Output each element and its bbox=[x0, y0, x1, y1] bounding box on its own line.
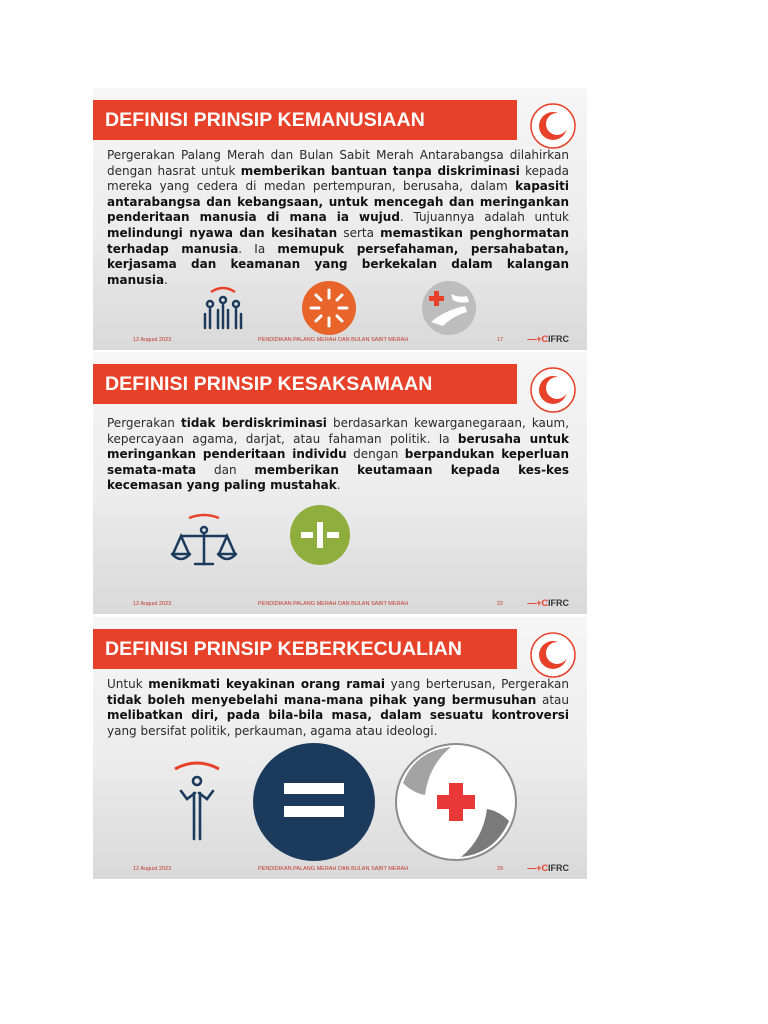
footer-page: 22 bbox=[497, 601, 504, 607]
ifrc-logo: —+CIFRC bbox=[527, 598, 569, 608]
red-crescent-logo bbox=[529, 366, 577, 414]
slide-body: Pergerakan tidak berdiskriminasi berdasarkan kewarganegaraan, kaum, kepercayaan agama, darjat, atau fahaman politik. Ia berusaha untuk meringankan penderitaan individu dengan berpandukan keperluan semata-mata dan memberikan keutamaan kepada kes-kes kecemasan yang paling mustahak. bbox=[107, 416, 570, 493]
slide-footer bbox=[93, 334, 587, 346]
red-crescent-logo bbox=[529, 102, 577, 150]
footer-center: PENDIDIKAN PALANG MERAH DAN BULAN SABIT MERAH bbox=[258, 866, 409, 872]
red-crescent-logo bbox=[529, 631, 577, 679]
slide-kesaksamaan bbox=[93, 352, 587, 614]
red-cross-icon bbox=[395, 743, 517, 861]
neutral-person-icon bbox=[167, 757, 227, 843]
footer-center: PENDIDIKAN PALANG MERAH DAN BULAN SABIT MERAH bbox=[258, 337, 409, 343]
scales-icon bbox=[167, 512, 241, 570]
sun-icon bbox=[301, 280, 357, 336]
footer-page: 17 bbox=[497, 337, 504, 343]
slide-title: DEFINISI PRINSIP KEBERKECUALIAN bbox=[93, 629, 517, 669]
helping-hands-icon bbox=[421, 280, 477, 336]
equals-icon bbox=[253, 743, 375, 861]
slide-body: Pergerakan Palang Merah dan Bulan Sabit Merah Antarabangsa dilahirkan dengan hasrat untuk memberikan bantuan tanpa diskriminasi kepada mereka yang cedera di medan pertempuran, berusaha, dalam kapasiti antarabangsa dan kebangsaan, untuk mencegah dan meringankan penderitaan manusia di mana ia wujud. Tujuannya adalah untuk melindungi nyawa dan kesihatan serta memastikan penghormatan terhadap manusia. Ia memupuk persefahaman, persahabatan, kerjasama dan keamanan yang berkekalan dalam kalangan manusia. bbox=[107, 148, 570, 287]
footer-date: 12 August 2023 bbox=[133, 337, 172, 343]
slide-keberkecualian bbox=[93, 617, 587, 879]
footer-page: 29 bbox=[497, 866, 504, 872]
ifrc-logo: —+CIFRC bbox=[527, 334, 569, 344]
footer-date: 12 August 2023 bbox=[133, 601, 172, 607]
slide-body: Untuk menikmati keyakinan orang ramai yang berterusan, Pergerakan tidak boleh menyebelahi mana-mana pihak yang bermusuhan atau melibatkan diri, pada bila-bila masa, dalam sesuatu kontroversi yang bersifat politik, perkauman, agama atau ideologi. bbox=[107, 677, 570, 738]
slide-title: DEFINISI PRINSIP KESAKSAMAAN bbox=[93, 364, 517, 404]
slide-footer bbox=[93, 598, 587, 610]
slide-footer bbox=[93, 863, 587, 875]
ifrc-logo: —+CIFRC bbox=[527, 863, 569, 873]
slide-kemanusiaan bbox=[93, 88, 587, 350]
equal-bar-icon bbox=[289, 504, 351, 566]
footer-center: PENDIDIKAN PALANG MERAH DAN BULAN SABIT MERAH bbox=[258, 601, 409, 607]
footer-date: 12 August 2023 bbox=[133, 866, 172, 872]
people-icon bbox=[201, 284, 245, 332]
slide-title: DEFINISI PRINSIP KEMANUSIAAN bbox=[93, 100, 517, 140]
